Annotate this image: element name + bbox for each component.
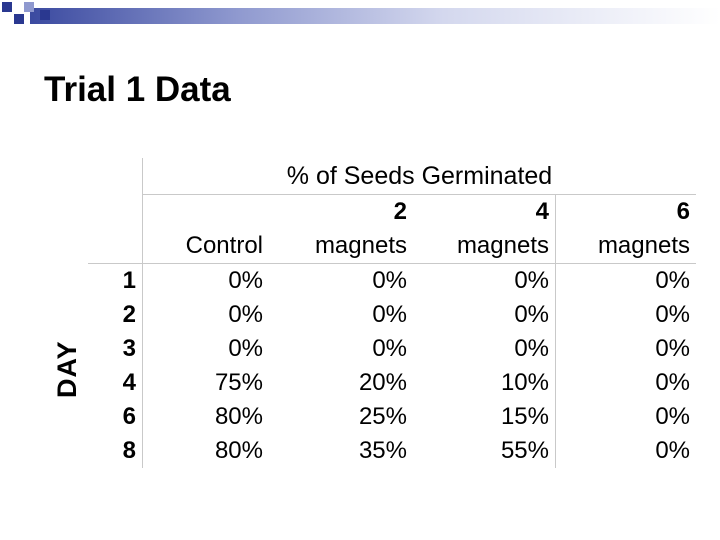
value-cell: 55% [413, 434, 556, 468]
table-row [88, 332, 696, 366]
germination-table [88, 158, 696, 468]
header-spacer [88, 195, 143, 230]
day-cell: 4 [88, 366, 143, 400]
value-cell: 0% [372, 301, 407, 328]
day-cell: 1 [88, 264, 143, 299]
column-header-row-1 [88, 195, 696, 230]
table-row [88, 400, 696, 434]
value-cell: 15% [413, 400, 556, 434]
day-cell: 8 [88, 434, 143, 468]
value-cell: 0% [372, 335, 407, 362]
table-header-row [88, 158, 696, 195]
table-row [88, 366, 696, 400]
checker-square-icon [14, 14, 24, 24]
value-cell: 35% [358, 437, 407, 464]
value-cell: 0% [655, 403, 690, 430]
table-header-title: % of Seeds Germinated [143, 158, 697, 195]
value-cell: 0% [228, 335, 263, 362]
slide-title: Trial 1 Data [44, 70, 231, 109]
value-cell: 0% [413, 332, 556, 366]
gradient-bar [30, 8, 720, 24]
day-cell: 3 [88, 332, 143, 366]
header-spacer [88, 229, 143, 264]
value-cell: 0% [372, 267, 407, 294]
value-cell: 0% [413, 264, 556, 299]
checker-square-icon [24, 2, 34, 12]
value-cell: 0% [413, 298, 556, 332]
day-cell: 2 [88, 298, 143, 332]
column-header-row-2 [88, 229, 696, 264]
table-row [88, 298, 696, 332]
column-header-label: Control [143, 229, 270, 264]
value-cell: 80% [214, 437, 263, 464]
checker-square-icon [2, 2, 12, 12]
table-row [88, 434, 696, 468]
value-cell: 0% [228, 301, 263, 328]
day-cell: 6 [88, 400, 143, 434]
value-cell: 0% [655, 267, 690, 294]
value-cell: 80% [214, 403, 263, 430]
value-cell: 10% [413, 366, 556, 400]
column-header-label: magnets [556, 229, 697, 264]
column-header-number: 6 [676, 198, 690, 225]
header-spacer [88, 158, 143, 195]
value-cell: 75% [214, 369, 263, 396]
y-axis-label: DAY [52, 340, 82, 398]
value-cell: 0% [655, 335, 690, 362]
value-cell: 20% [358, 369, 407, 396]
value-cell: 0% [655, 369, 690, 396]
decorative-header-strip [0, 0, 720, 30]
column-header-number [143, 195, 270, 230]
column-header-label: magnets [269, 229, 413, 264]
value-cell: 25% [358, 403, 407, 430]
value-cell: 0% [655, 301, 690, 328]
column-header-label: magnets [413, 229, 556, 264]
table-row [88, 264, 696, 299]
column-header-number: 2 [393, 198, 407, 225]
value-cell: 0% [655, 437, 690, 464]
value-cell: 0% [228, 267, 263, 294]
column-header-number: 4 [413, 195, 556, 230]
checker-square-icon [40, 10, 50, 20]
